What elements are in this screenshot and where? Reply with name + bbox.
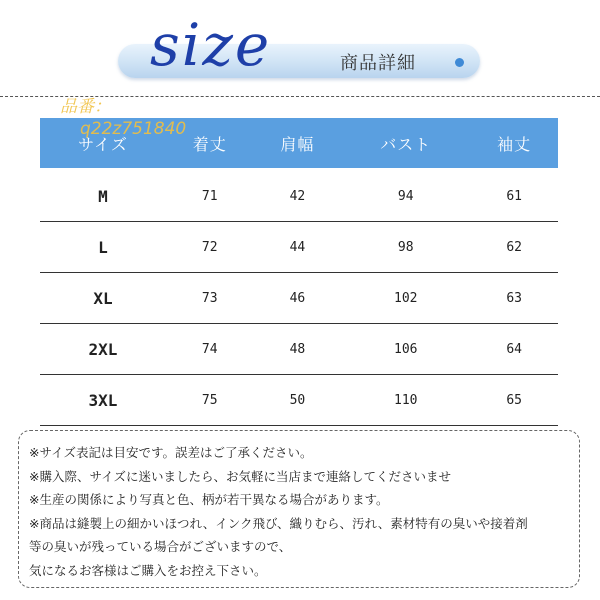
table-row — [40, 375, 558, 426]
table-row — [40, 273, 558, 324]
note-line: ※購入際、サイズに迷いましたら、お気軽に当店まで連絡してくださいませ — [29, 468, 451, 484]
bust-cell: 94 — [341, 171, 470, 222]
bust-cell: 98 — [341, 222, 470, 273]
sleeve-cell: 63 — [470, 273, 558, 324]
size-cell: 3XL — [40, 375, 166, 426]
table-row — [40, 222, 558, 273]
size-cell: 2XL — [40, 324, 166, 375]
watermark-label: 品番： — [60, 97, 111, 117]
note-line: 気になるお客様はご購入をお控え下さい。 — [29, 562, 267, 578]
notes-box — [18, 430, 580, 588]
table-header-row — [40, 118, 558, 168]
length-cell: 75 — [166, 375, 254, 426]
sleeve-cell: 61 — [470, 171, 558, 222]
header-sleeve: 袖丈 — [470, 118, 558, 168]
header-size: サイズ — [40, 118, 166, 168]
shoulder-cell: 44 — [254, 222, 342, 273]
size-cell: L — [40, 222, 166, 273]
bullet-dot-icon — [455, 58, 464, 67]
header-length: 着丈 — [166, 118, 254, 168]
size-script-title: size — [150, 11, 272, 79]
watermark-code: q22z751840 — [80, 119, 187, 139]
sleeve-cell: 62 — [470, 222, 558, 273]
header-shoulder: 肩幅 — [254, 118, 342, 168]
note-line: ※サイズ表記は目安です。誤差はご了承ください。 — [29, 445, 313, 460]
length-cell: 72 — [166, 222, 254, 273]
banner-title: 商品詳細 — [340, 53, 416, 74]
note-line: 等の臭いが残っている場合がございますので、 — [29, 539, 292, 554]
bust-cell: 106 — [341, 324, 470, 375]
length-cell: 73 — [166, 273, 254, 324]
dashed-divider — [0, 96, 600, 97]
bust-cell: 102 — [341, 273, 470, 324]
header-bust: バスト — [341, 118, 470, 168]
shoulder-cell: 50 — [254, 375, 342, 426]
sleeve-cell: 65 — [470, 375, 558, 426]
length-cell: 74 — [166, 324, 254, 375]
sleeve-cell: 64 — [470, 324, 558, 375]
table-row — [40, 324, 558, 375]
note-line: ※生産の関係により写真と色、柄が若干異なる場合があります。 — [29, 492, 389, 507]
shoulder-cell: 46 — [254, 273, 342, 324]
bust-cell: 110 — [341, 375, 470, 426]
shoulder-cell: 48 — [254, 324, 342, 375]
table-row — [40, 171, 558, 222]
length-cell: 71 — [166, 171, 254, 222]
shoulder-cell: 42 — [254, 171, 342, 222]
size-cell: M — [40, 171, 166, 222]
size-cell: XL — [40, 273, 166, 324]
size-table — [40, 118, 558, 426]
note-line: ※商品は縫製上の細かいほつれ、インク飛び、織りむら、汚れ、素材特有の臭いや接着剤 — [29, 515, 528, 531]
